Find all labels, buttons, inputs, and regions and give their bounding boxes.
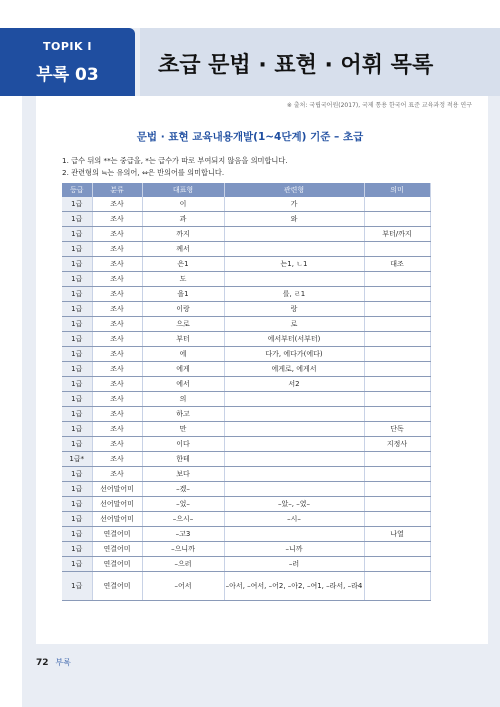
representative-form-cell: 이랑 [142, 302, 224, 317]
category-cell: 조사 [92, 302, 142, 317]
category-cell: 조사 [92, 347, 142, 362]
header-category: 분류 [92, 183, 142, 197]
level-cell: 1급 [62, 482, 92, 497]
representative-form-cell: 부터 [142, 332, 224, 347]
level-cell: 1급 [62, 422, 92, 437]
category-cell: 조사 [92, 317, 142, 332]
table-row [62, 212, 430, 227]
related-form-cell: 가 [224, 197, 364, 212]
related-form-cell: –니까 [224, 542, 364, 557]
related-form-cell: –았–, –였– [224, 497, 364, 512]
category-cell: 조사 [92, 437, 142, 452]
note-2: 2. 관련형의 ≒는 유의어, ⇔은 반의어를 의미합니다. [62, 168, 225, 177]
representative-form-cell: 한테 [142, 452, 224, 467]
related-form-cell [224, 527, 364, 542]
related-form-cell [224, 437, 364, 452]
meaning-cell [364, 362, 430, 377]
representative-form-cell: –어서 [142, 572, 224, 601]
related-form-cell: –시– [224, 512, 364, 527]
appendix-number: 부록 03 [36, 65, 99, 85]
table-header-row [62, 183, 430, 197]
header-representative-form: 대표형 [142, 183, 224, 197]
meaning-cell [364, 407, 430, 422]
table-row [62, 542, 430, 557]
table-row [62, 362, 430, 377]
table-row [62, 497, 430, 512]
meaning-cell [364, 512, 430, 527]
meaning-cell [364, 347, 430, 362]
related-form-cell: –러 [224, 557, 364, 572]
level-cell: 1급 [62, 512, 92, 527]
meaning-cell [364, 542, 430, 557]
category-cell: 선어말어미 [92, 497, 142, 512]
related-form-cell: 서2 [224, 377, 364, 392]
level-cell: 1급 [62, 392, 92, 407]
representative-form-cell: 이 [142, 197, 224, 212]
meaning-cell [364, 287, 430, 302]
table-row [62, 317, 430, 332]
table-row [62, 197, 430, 212]
related-form-cell [224, 452, 364, 467]
source-note: ※ 출처: 국립국어원(2017), 국제 통용 한국어 표준 교육과정 적용 연구 [286, 102, 472, 109]
section-subtitle: 문법 · 표현 교육내용개발(1~4단계) 기준 – 초급 [136, 131, 364, 143]
category-cell: 연결어미 [92, 542, 142, 557]
table-row [62, 377, 430, 392]
level-cell: 1급 [62, 542, 92, 557]
meaning-cell [364, 377, 430, 392]
table-row [62, 407, 430, 422]
category-cell: 조사 [92, 467, 142, 482]
table-row [62, 302, 430, 317]
related-form-cell: –아서, –여서, –어2, –아2, –여1, –라서, –라4 [224, 572, 364, 601]
category-cell: 선어말어미 [92, 512, 142, 527]
related-form-cell [224, 392, 364, 407]
table-row [62, 272, 430, 287]
table-row [62, 572, 430, 601]
table-body [62, 197, 430, 601]
table-row [62, 527, 430, 542]
level-cell: 1급 [62, 257, 92, 272]
meaning-cell: 대조 [364, 257, 430, 272]
meaning-cell [364, 332, 430, 347]
meaning-cell [364, 242, 430, 257]
category-cell: 연결어미 [92, 572, 142, 601]
level-cell: 1급 [62, 407, 92, 422]
meaning-cell [364, 197, 430, 212]
related-form-cell [224, 467, 364, 482]
related-form-cell: 는1, ㄴ1 [224, 257, 364, 272]
representative-form-cell: 에게 [142, 362, 224, 377]
table-row [62, 422, 430, 437]
table-row [62, 287, 430, 302]
representative-form-cell: 에 [142, 347, 224, 362]
level-cell: 1급 [62, 527, 92, 542]
representative-form-cell: –으러 [142, 557, 224, 572]
representative-form-cell: 하고 [142, 407, 224, 422]
category-cell: 조사 [92, 272, 142, 287]
page-footer [36, 657, 71, 668]
level-cell: 1급 [62, 317, 92, 332]
level-cell: 1급 [62, 437, 92, 452]
related-form-cell: 를, ㄹ1 [224, 287, 364, 302]
note-1: 1. 급수 뒤의 **는 중급을, *는 급수가 따로 부여되지 않음을 의미합니다. [62, 156, 288, 165]
meaning-cell [364, 272, 430, 287]
category-cell: 연결어미 [92, 527, 142, 542]
page-title: 초급 문법 · 표현 · 어휘 목록 [158, 53, 434, 78]
table-row [62, 257, 430, 272]
representative-form-cell: 께서 [142, 242, 224, 257]
table-row [62, 452, 430, 467]
level-cell: 1급 [62, 362, 92, 377]
related-form-cell: 에서부터(서부터) [224, 332, 364, 347]
meaning-cell [364, 467, 430, 482]
related-form-cell [224, 407, 364, 422]
notes [62, 155, 288, 179]
representative-form-cell: –었– [142, 497, 224, 512]
table-row [62, 392, 430, 407]
related-form-cell: 다가, 에다가(에다) [224, 347, 364, 362]
header-related-form: 관련형 [224, 183, 364, 197]
meaning-cell [364, 452, 430, 467]
representative-form-cell: 은1 [142, 257, 224, 272]
meaning-cell [364, 392, 430, 407]
level-cell: 1급 [62, 557, 92, 572]
category-cell: 조사 [92, 227, 142, 242]
category-cell: 조사 [92, 422, 142, 437]
related-form-cell [224, 422, 364, 437]
level-cell: 1급 [62, 302, 92, 317]
header-level: 등급 [62, 183, 92, 197]
level-cell: 1급 [62, 272, 92, 287]
table-row [62, 557, 430, 572]
level-cell: 1급 [62, 497, 92, 512]
related-form-cell: 랑 [224, 302, 364, 317]
category-cell: 선어말어미 [92, 482, 142, 497]
category-cell: 조사 [92, 362, 142, 377]
level-cell: 1급 [62, 227, 92, 242]
title-banner [140, 28, 500, 96]
meaning-cell [364, 212, 430, 227]
representative-form-cell: 보다 [142, 467, 224, 482]
level-cell: 1급 [62, 242, 92, 257]
representative-form-cell: 만 [142, 422, 224, 437]
meaning-cell [364, 302, 430, 317]
related-form-cell [224, 242, 364, 257]
meaning-cell [364, 557, 430, 572]
level-cell: 1급 [62, 287, 92, 302]
representative-form-cell: 이다 [142, 437, 224, 452]
representative-form-cell: 과 [142, 212, 224, 227]
meaning-cell: 지정사 [364, 437, 430, 452]
related-form-cell [224, 227, 364, 242]
level-cell: 1급 [62, 332, 92, 347]
related-form-cell [224, 272, 364, 287]
table-row [62, 242, 430, 257]
level-cell: 1급 [62, 377, 92, 392]
category-cell: 조사 [92, 257, 142, 272]
category-cell: 조사 [92, 197, 142, 212]
level-cell: 1급 [62, 347, 92, 362]
representative-form-cell: 에서 [142, 377, 224, 392]
meaning-cell [364, 482, 430, 497]
category-cell: 조사 [92, 407, 142, 422]
table-row [62, 347, 430, 362]
table-row [62, 332, 430, 347]
meaning-cell [364, 572, 430, 601]
meaning-cell: 부터/까지 [364, 227, 430, 242]
meaning-cell [364, 317, 430, 332]
footer-section-label: 부록 [55, 658, 71, 667]
level-cell: 1급 [62, 572, 92, 601]
representative-form-cell: 으로 [142, 317, 224, 332]
category-cell: 조사 [92, 452, 142, 467]
category-cell: 조사 [92, 287, 142, 302]
table-row [62, 512, 430, 527]
page-number: 72 [36, 658, 49, 668]
level-cell: 1급* [62, 452, 92, 467]
appendix-badge [0, 28, 135, 96]
meaning-cell [364, 497, 430, 512]
related-form-cell [224, 482, 364, 497]
representative-form-cell: –으니까 [142, 542, 224, 557]
representative-form-cell: 도 [142, 272, 224, 287]
related-form-cell: 와 [224, 212, 364, 227]
representative-form-cell: 까지 [142, 227, 224, 242]
table-row [62, 227, 430, 242]
category-cell: 조사 [92, 377, 142, 392]
related-form-cell: 에게로, 에게서 [224, 362, 364, 377]
header-meaning: 의미 [364, 183, 430, 197]
grammar-list-table [62, 183, 431, 601]
level-cell: 1급 [62, 212, 92, 227]
category-cell: 연결어미 [92, 557, 142, 572]
category-cell: 조사 [92, 392, 142, 407]
category-cell: 조사 [92, 242, 142, 257]
representative-form-cell: –으시– [142, 512, 224, 527]
representative-form-cell: 을1 [142, 287, 224, 302]
meaning-cell: 단독 [364, 422, 430, 437]
representative-form-cell: 의 [142, 392, 224, 407]
level-cell: 1급 [62, 467, 92, 482]
topik-level-label: TOPIK Ⅰ [43, 40, 92, 53]
related-form-cell: 로 [224, 317, 364, 332]
category-cell: 조사 [92, 212, 142, 227]
table-row [62, 482, 430, 497]
table-row [62, 437, 430, 452]
representative-form-cell: –고3 [142, 527, 224, 542]
category-cell: 조사 [92, 332, 142, 347]
representative-form-cell: –겠– [142, 482, 224, 497]
meaning-cell: 나열 [364, 527, 430, 542]
level-cell: 1급 [62, 197, 92, 212]
table-row [62, 467, 430, 482]
